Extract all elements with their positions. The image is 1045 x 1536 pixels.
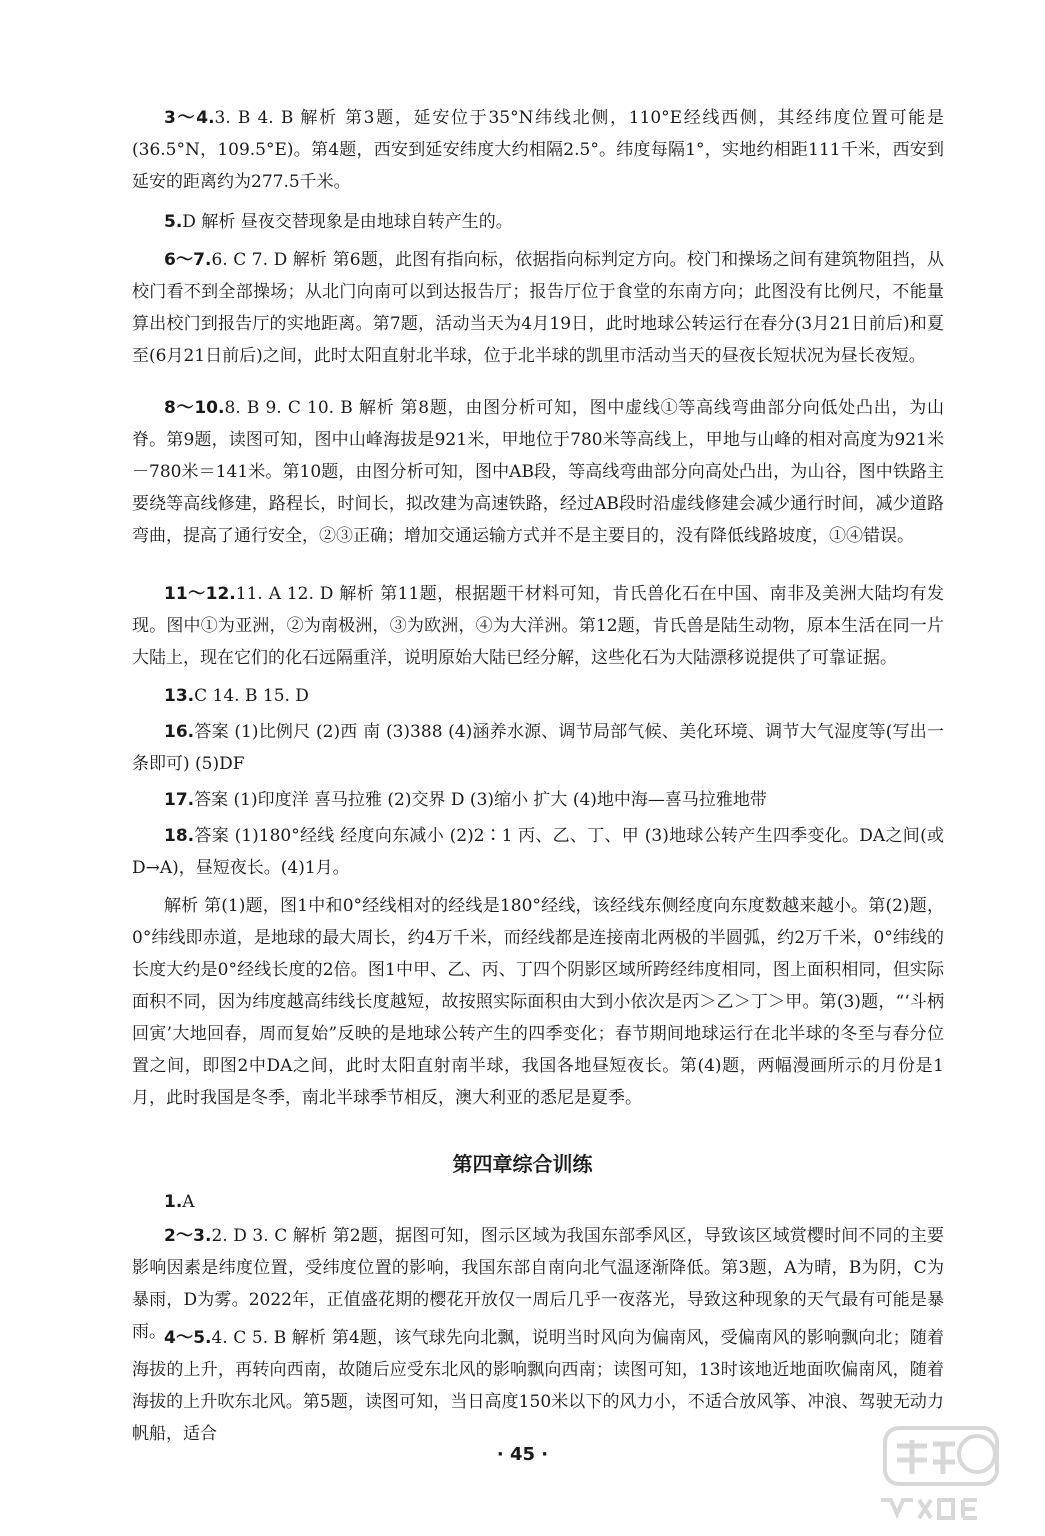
question-number: 16.	[164, 722, 195, 742]
answer-text: 答案 (1)印度洋 喜马拉雅 (2)交界 D (3)缩小 扩大 (4)地中海—喜马拉雅地带	[194, 790, 767, 810]
question-number: 8～10.	[164, 398, 225, 418]
answer-5	[132, 206, 944, 238]
watermark-logo	[867, 1422, 1017, 1522]
answer-8-10	[132, 392, 944, 552]
answer-6-7	[132, 244, 944, 372]
ch4-answer-1	[132, 1186, 944, 1218]
question-number: 17.	[164, 790, 195, 810]
answer-17	[132, 784, 944, 816]
question-number: 11～12.	[164, 584, 236, 604]
answer-18-analysis	[132, 890, 944, 1114]
question-number: 5.	[164, 212, 183, 232]
question-number: 3～4.	[164, 108, 215, 128]
question-number: 1.	[164, 1192, 183, 1212]
question-number: 4～5.	[164, 1328, 212, 1348]
answer-text: D 解析 昼夜交替现象是由地球自转产生的。	[182, 212, 513, 232]
answer-text: 4. C 5. B 解析 第4题，该气球先向北飘，说明当时风向为偏南风，受偏南风的影响飘向北；随着海拔的上升，再转向西南，故随后应受东北风的影响飘向西南；读图可知，13时该地近地面吹偏南风，随着海拔的上升吹东北风。第5题，读图可知，当日高度150米以下的风力小，不适合放风筝、冲浪、驾驶无动力帆船，适合	[132, 1328, 944, 1444]
question-number: 18.	[164, 826, 195, 846]
answer-13-15	[132, 680, 944, 712]
answer-text: 3. B 4. B 解析 第3题，延安位于35°N纬线北侧，110°E经线西侧，其经纬度位置可能是(36.5°N，109.5°E)。第4题，西安到延安纬度大约相隔2.5°。纬度每隔1°，实地约相距111千米，西安到延安的距离约为277.5千米。	[132, 108, 945, 192]
page-number: · 45 ·	[496, 1444, 549, 1465]
answer-text: 8. B 9. C 10. B 解析 第8题，由图分析可知，图中虚线①等高线弯曲部分向低处凸出，为山脊。第9题，读图可知，图中山峰海拔是921米，甲地位于780米等高线上，甲地与山峰的相对高度为921米－780米＝141米。第10题，由图分析可知，图中AB段，等高线弯曲部分向高处凸出，为山谷，图中铁路主要绕等高线修建，路程长，时间长，拟改建为高速铁路，经过AB段时沿虚线修建会减少通行时间，减少道路弯曲，提高了通行安全，②③正确；增加交通运输方式并不是主要目的，没有降低线路坡度，①④错误。	[132, 398, 944, 546]
question-number: 13.	[164, 686, 195, 706]
answer-text: 11. A 12. D 解析 第11题，根据题干材料可知，肯氏兽化石在中国、南非及美洲大陆均有发现。图中①为亚洲，②为南极洲，③为欧洲，④为大洋洲。第12题，肯氏兽是陆生动物，原本生活在同一片大陆上，现在它们的化石远隔重洋，说明原始大陆已经分解，这些化石为大陆漂移说提供了可靠证据。	[132, 584, 944, 668]
answer-text: 答案 (1)比例尺 (2)西 南 (3)388 (4)涵养水源、调节局部气候、美化环境、调节大气湿度等(写出一条即可) (5)DF	[132, 722, 944, 774]
answer-text: C 14. B 15. D	[194, 686, 309, 706]
answer-16	[132, 716, 944, 780]
answer-18	[132, 820, 944, 884]
section-title: 第四章综合训练	[452, 1152, 593, 1176]
answer-text: 答案 (1)180°经线 经度向东减小 (2)2∶1 丙、乙、丁、甲 (3)地球公转产生四季变化。DA之间(或D→A)，昼短夜长。(4)1月。	[132, 826, 944, 878]
answer-3-4	[132, 102, 944, 198]
answer-text: A	[182, 1192, 195, 1212]
answer-text: 解析 第(1)题，图1中和0°经线相对的经线是180°经线，该经线东侧经度向东度数越来越小。第(2)题，0°纬线即赤道，是地球的最大周长，约4万千米，而经线都是连接南北两极的半圆弧，约2万千米，0°纬线的长度大约是0°经线长度的2倍。图1中甲、乙、丙、丁四个阴影区域所跨经纬度相同，图上面积相同，但实际面积不同，因为纬度越高纬线长度越短，故按照实际面积由大到小依次是丙＞乙＞丁＞甲。第(3)题，“‘斗柄回寅’大地回春，周而复始”反映的是地球公转产生的四季变化；春节期间地球运行在北半球的冬至与春分位置之间，即图2中DA之间，此时太阳直射南半球，我国各地昼短夜长。第(4)题，两幅漫画所示的月份是1月，此时我国是冬季，南北半球季节相反，澳大利亚的悉尼是夏季。	[132, 896, 944, 1108]
question-number: 2～3.	[164, 1226, 212, 1246]
answer-text: 6. C 7. D 解析 第6题，此图有指向标，依据指向标判定方向。校门和操场之间有建筑物阻挡，从校门看不到全部操场；从北门向南可以到达报告厅；报告厅位于食堂的东南方向；此图没有比例尺，不能量算出校门到报告厅的实地距离。第7题，活动当天为4月19日，此时地球公转运行在春分(3月21日前后)和夏至(6月21日前后)之间，此时太阳直射北半球，位于北半球的凯里市活动当天的昼夜长短状况为昼长夜短。	[132, 250, 944, 366]
answer-11-12	[132, 578, 944, 674]
question-number: 6～7.	[164, 250, 212, 270]
ch4-answer-4-5	[132, 1322, 944, 1450]
answer-text: 2. D 3. C 解析 第2题，据图可知，图示区域为我国东部季风区，导致该区域赏樱时间不同的主要影响因素是纬度位置，受纬度位置的影响，我国东部自南向北气温逐渐降低。第3题，A为晴，B为阴，C为暴雨，D为雾。2022年，正值盛花期的樱花开放仅一周后几乎一夜落光，导致这种现象的天气最有可能是暴雨。	[132, 1226, 944, 1342]
